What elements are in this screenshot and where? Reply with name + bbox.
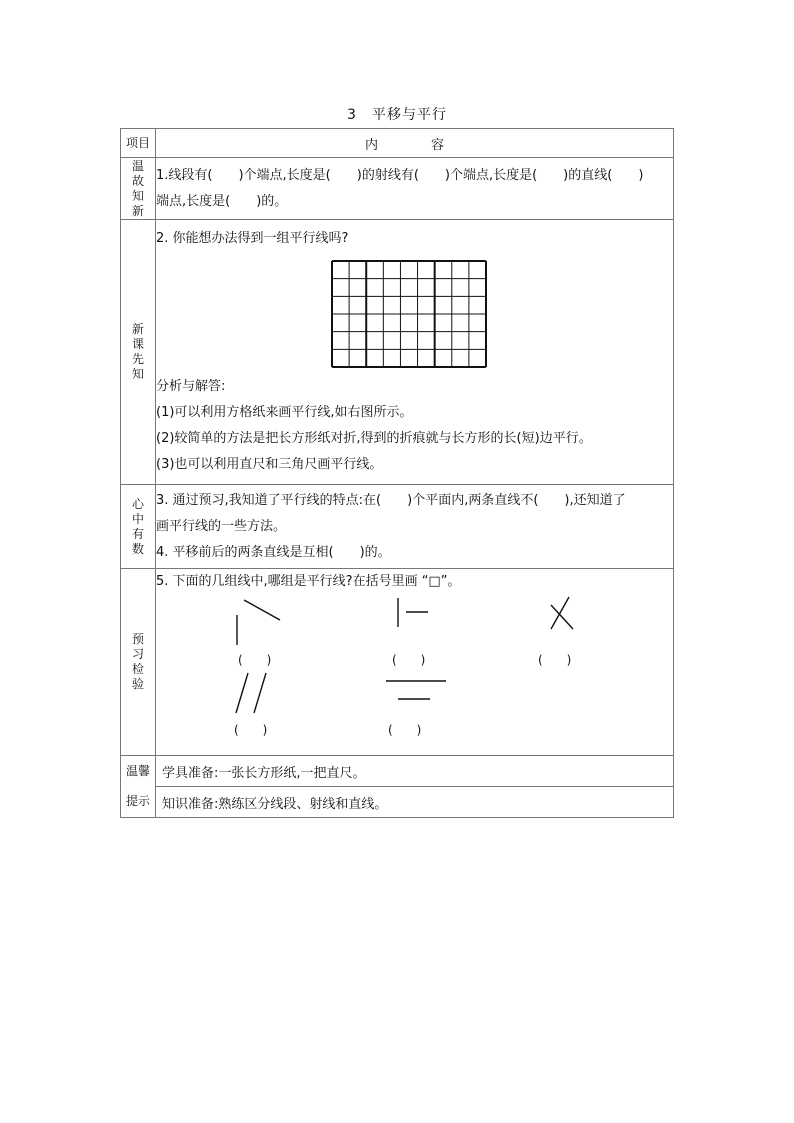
preview-question: 2. 你能想办法得到一组平行线吗? <box>156 231 349 246</box>
heart-label <box>121 485 156 569</box>
tips-line-1: 学具准备:一张长方形纸,一把直尺。 <box>156 756 674 787</box>
group-d-line-1 <box>236 673 248 713</box>
group-a-slanted-line <box>244 600 280 620</box>
header-item-label: 项目 <box>121 129 156 158</box>
analysis-title: 分析与解答: <box>156 379 226 394</box>
check-row <box>121 569 674 756</box>
check-content <box>156 569 674 756</box>
group-d-figure <box>236 673 266 713</box>
preview-label-char: 知 <box>131 367 144 381</box>
check-label-char: 验 <box>131 677 144 691</box>
answer-paren-d[interactable]: ( ) <box>234 723 268 737</box>
group-c-line-1 <box>551 597 569 629</box>
heart-question-line3: 4. 平移前后的两条直线是互相( )的。 <box>156 544 391 560</box>
tips-label-top: 温馨 <box>121 756 156 787</box>
heart-question-line2: 画平行线的一些方法。 <box>156 518 287 534</box>
review-question-line2: 端点,长度是( )的。 <box>156 193 288 209</box>
heart-label-char: 有 <box>131 526 144 541</box>
preview-row <box>121 220 674 485</box>
review-label <box>121 158 156 220</box>
review-content <box>156 158 674 220</box>
heart-label-char: 数 <box>131 541 144 556</box>
tips-row-2 <box>121 787 674 818</box>
check-label <box>121 569 156 756</box>
tips-label-bottom: 提示 <box>121 787 156 818</box>
preview-label-char: 课 <box>131 337 144 351</box>
preview-label-char: 先 <box>131 352 144 366</box>
group-a-figure <box>237 600 280 645</box>
table-header-row <box>121 129 674 158</box>
review-label-char: 温 <box>131 158 144 173</box>
answer-paren-c[interactable]: ( ) <box>538 653 572 667</box>
answer-paren-e[interactable]: ( ) <box>388 723 422 737</box>
heart-row <box>121 485 674 569</box>
tips-line-2: 知识准备:熟练区分线段、射线和直线。 <box>156 787 674 818</box>
heart-label-char: 中 <box>131 511 144 526</box>
tips-row-1 <box>121 756 674 787</box>
grid-paper-svg <box>331 260 487 368</box>
review-row <box>121 158 674 220</box>
heart-question-line1: 3. 通过预习,我知道了平行线的特点:在( )个平面内,两条直线不( ),还知道了 <box>156 492 626 508</box>
group-c-figure <box>551 597 573 629</box>
analysis-item-3: (3)也可以利用直尺和三角尺画平行线。 <box>156 457 383 472</box>
review-label-char: 故 <box>131 173 144 188</box>
analysis-item-1: (1)可以利用方格纸来画平行线,如右图所示。 <box>156 405 413 420</box>
page-title: 3 平移与平行 <box>347 107 447 123</box>
header-content-label: 内 容 <box>156 129 674 158</box>
group-e-figure <box>386 681 446 699</box>
review-question-line1: 1.线段有( )个端点,长度是( )的射线有( )个端点,长度是( )的直线( ) <box>156 167 644 183</box>
answer-paren-b[interactable]: ( ) <box>392 653 426 667</box>
review-label-char: 新 <box>131 203 144 218</box>
check-label-char: 检 <box>131 662 144 676</box>
review-label-char: 知 <box>131 188 144 203</box>
analysis-item-2: (2)较简单的方法是把长方形纸对折,得到的折痕就与长方形的长(短)边平行。 <box>156 431 592 446</box>
content-table <box>120 128 674 818</box>
check-question: 5. 下面的几组线中,哪组是平行线?在括号里画 “□”。 <box>156 574 461 589</box>
check-label-char: 习 <box>131 647 144 661</box>
preview-label <box>121 220 156 485</box>
preview-content <box>156 220 674 485</box>
preview-label-char: 新 <box>131 322 144 336</box>
heart-content <box>156 485 674 569</box>
group-b-figure <box>398 598 428 627</box>
answer-paren-a[interactable]: ( ) <box>238 653 272 667</box>
line-groups-area <box>156 595 673 755</box>
check-label-char: 预 <box>131 632 144 646</box>
grid-paper-figure <box>331 260 487 368</box>
group-d-line-2 <box>254 673 266 713</box>
heart-label-char: 心 <box>131 496 144 511</box>
